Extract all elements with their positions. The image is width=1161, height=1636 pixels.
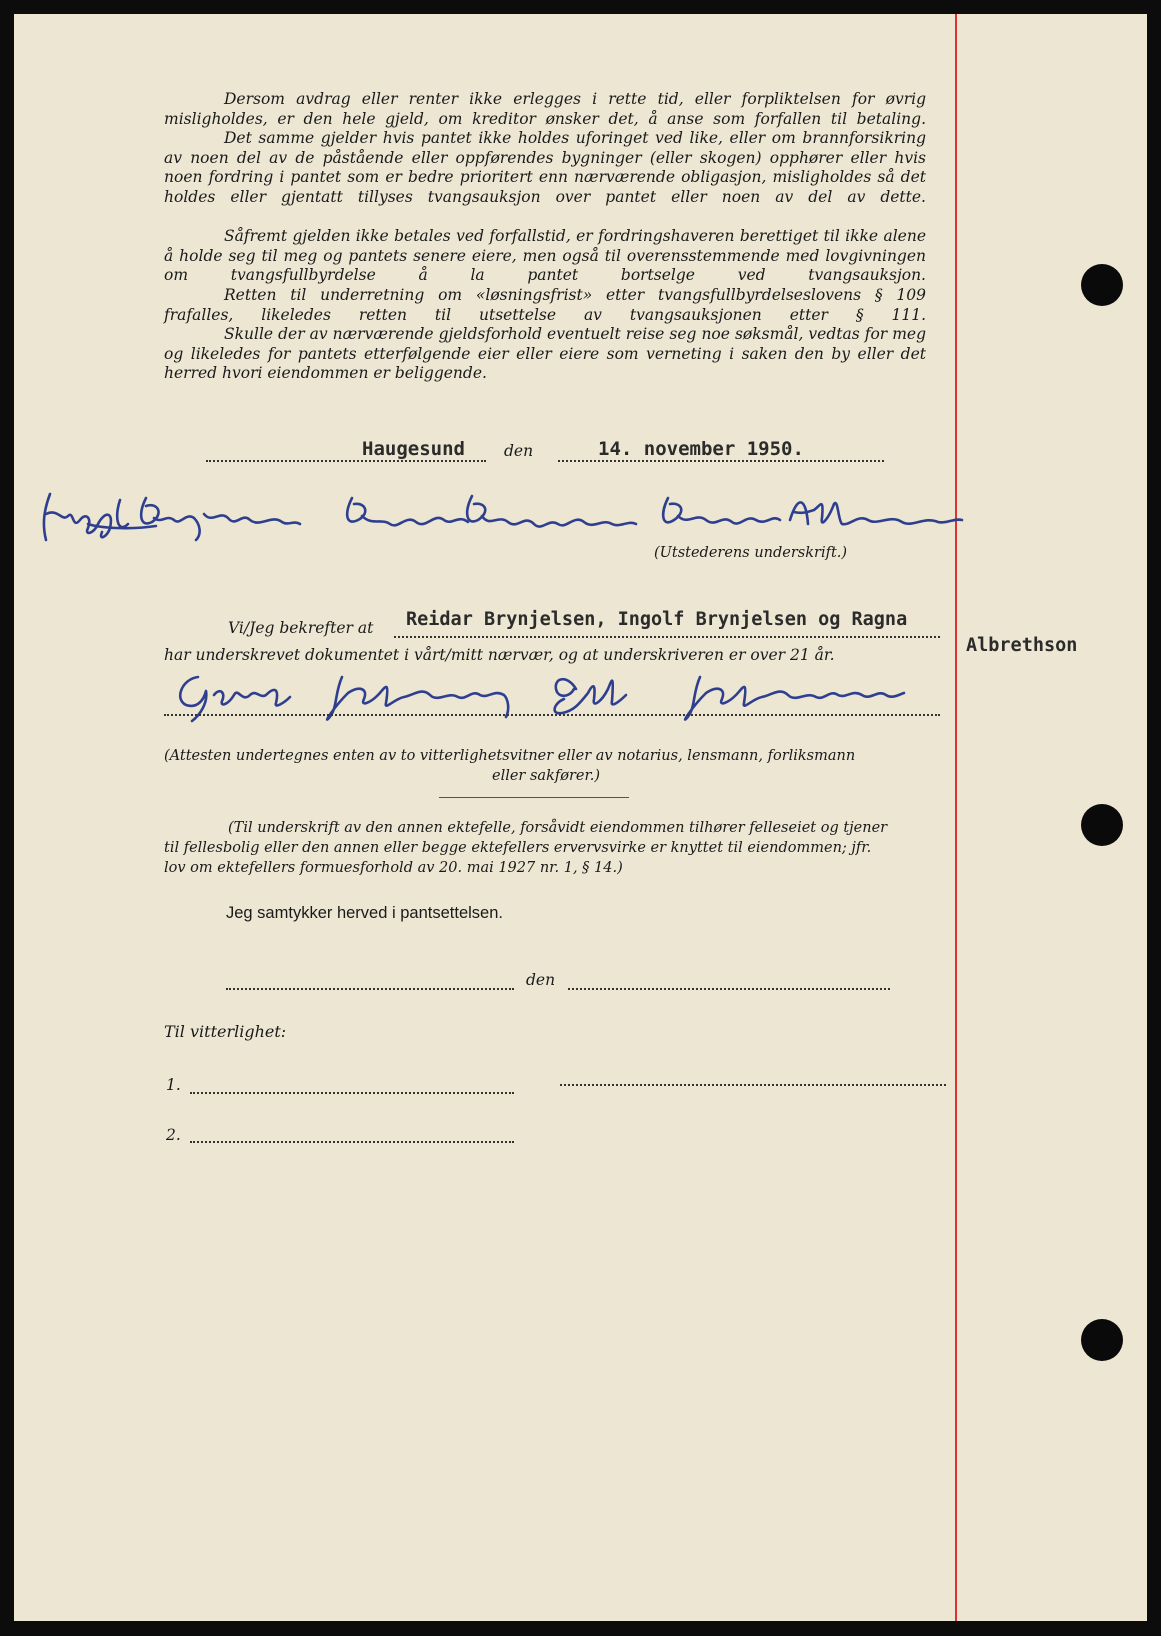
paragraph-insurance: Det samme gjelder hvis pantet ikke holdes uforinget ved like, eller om brannforsikring av noen del av de påstående eller oppførendes bygninger (eller skogen) opphører eller hvis noen fordring i pantet som er bedre prioritert enn nærværende obligasjon, misligholdes så det holdes eller gjentatt tillyses tvangsauksjon over pantet eller noen av del av dette.	[164, 129, 926, 206]
witness-names-line1: Reidar Brynjelsen, Ingolf Brynjelsen og Ragna	[406, 609, 908, 630]
document-page	[14, 14, 1147, 1621]
date-text: 14. november 1950.	[598, 438, 804, 460]
spouse-note-line2: til fellesbolig eller den annen eller begge ektefellers ervervsvirke er knyttet til eiendommen; jfr.	[164, 840, 872, 856]
paragraph-forced-sale: Såfremt gjelden ikke betales ved forfallstid, er fordringshaveren berettiget til ikke alene å holde seg til meg og pantets senere eiere, men også til overensstemmende med lovgivningen om tvangsfullbyrdelse å la pantet bortselge ved tvangsauksjon.	[164, 227, 926, 284]
place-dotted-line	[206, 460, 486, 462]
spouse-note-line3: lov om ektefellers formuesforhold av 20. mai 1927 nr. 1, § 14.)	[164, 860, 623, 876]
date-dotted-line	[558, 460, 884, 462]
paragraph-default: Dersom avdrag eller renter ikke erlegges i rette tid, eller forpliktelsen for øvrig misligholdes, er den hele gjeld, om kreditor ønsker det, å anse som forfallen til betaling.	[164, 90, 926, 128]
punch-hole	[1081, 804, 1123, 846]
consent-den-label: den	[526, 971, 556, 989]
consent-date-dotted-line[interactable]	[568, 988, 890, 990]
witness-caption-line2: eller sakfører.)	[492, 768, 601, 784]
witness-signature-dotted-line	[164, 714, 940, 716]
spouse-note-line1: (Til underskrift av den annen ektefelle, forsåvidt eiendommen tilhører felleseiet og tjener	[228, 820, 888, 836]
witness-names-dotted-line	[394, 636, 940, 638]
witness-label: Vi/Jeg bekrefter at	[228, 619, 374, 637]
vitterlighet-item-1: 1.	[166, 1076, 181, 1094]
issuer-signature-caption: (Utstederens underskrift.)	[654, 545, 848, 561]
place-text: Haugesund	[362, 438, 465, 460]
vitterlighet-heading: Til vitterlighet:	[164, 1022, 287, 1041]
paragraph-notice: Retten til underretning om «løsningsfrist» etter tvangsfullbyrdelseslovens § 109 frafalles, likeledes retten til utsettelse av tvangsauksjonen etter § 111.	[164, 286, 926, 324]
consent-text: Jeg samtykker herved i pantsettelsen.	[226, 904, 503, 922]
consent-place-dotted-line[interactable]	[226, 988, 514, 990]
vitterlighet-line-1[interactable]	[190, 1092, 514, 1094]
vitterlighet-line-2[interactable]	[190, 1141, 514, 1143]
vitterlighet-item-2: 2.	[166, 1126, 181, 1144]
witness-signatures	[164, 659, 954, 739]
divider-rule	[439, 797, 629, 798]
den-label: den	[504, 442, 534, 460]
vitterlighet-line-1b[interactable]	[560, 1084, 946, 1086]
paragraph-venue: Skulle der av nærværende gjeldsforhold eventuelt reise seg noe søksmål, vedtas for meg og likeledes for pantets etterfølgende eier eller eiere som verneting i saken den by eller det herred hvori eiendommen er beliggende.	[164, 325, 926, 382]
witness-statement: har underskrevet dokumentet i vårt/mitt nærvær, og at underskriveren er over 21 år.	[164, 646, 835, 664]
red-margin-line	[955, 14, 957, 1621]
punch-hole	[1081, 264, 1123, 306]
issuer-signatures	[28, 484, 968, 554]
punch-hole	[1081, 1319, 1123, 1361]
witness-names-line2: Albrethson	[966, 635, 1078, 656]
witness-caption-line1: (Attesten undertegnes enten av to vitterlighetsvitner eller av notarius, lensmann, forliksmann	[164, 748, 856, 764]
